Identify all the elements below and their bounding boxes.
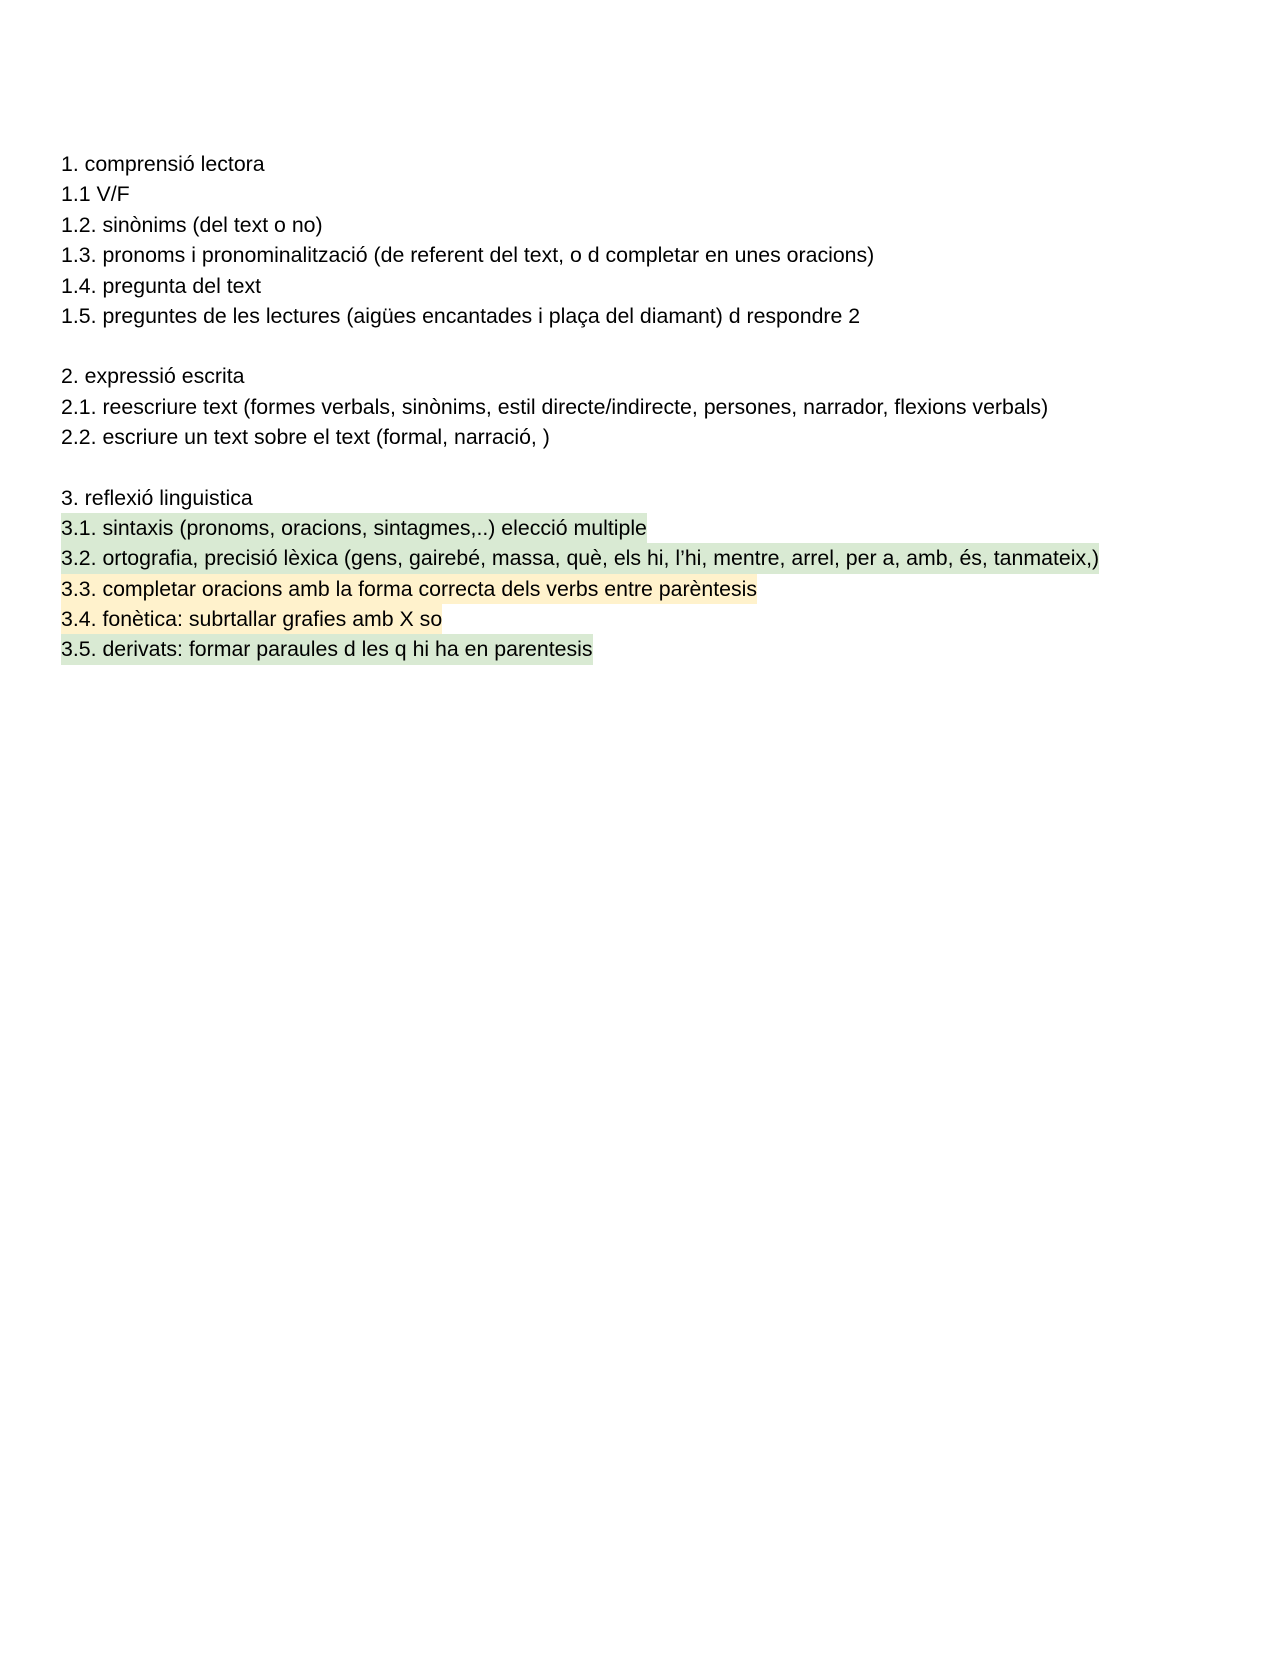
highlighted-list-item: 3.1. sintaxis (pronoms, oracions, sintagmes,..) elecció multiple [61, 513, 1261, 543]
section-expressio-escrita [61, 361, 1261, 452]
document-page [61, 149, 1261, 695]
highlighted-list-item: 3.2. ortografia, precisió lèxica (gens, gairebé, massa, què, els hi, l’hi, mentre, arrel, per a, amb, és, tanmateix,) [61, 543, 1261, 573]
section-comprensio-lectora [61, 149, 1261, 331]
highlighted-list-item: 3.4. fonètica: subrtallar grafies amb X so [61, 604, 1261, 634]
list-item: 1.1 V/F [61, 182, 130, 207]
section-heading: 3. reflexió linguistica [61, 485, 253, 510]
section-heading: 2. expressió escrita [61, 364, 245, 389]
list-item: 1.3. pronoms i pronominalització (de referent del text, o d completar en unes oracions) [61, 243, 875, 268]
section-heading: 1. comprensió lectora [61, 152, 265, 176]
list-item: 1.4. pregunta del text [61, 273, 262, 298]
list-item: 2.1. reescriure text (formes verbals, sinònims, estil directe/indirecte, persones, narrador, flexions verbals) [61, 394, 1049, 419]
highlighted-list-item: 3.3. completar oracions amb la forma correcta dels verbs entre parèntesis [61, 574, 1261, 604]
list-item: 1.2. sinònims (del text o no) [61, 212, 323, 237]
list-item: 2.2. escriure un text sobre el text (formal, narració, ) [61, 425, 550, 450]
highlighted-list-item: 3.5. derivats: formar paraules d les q hi ha en parentesis [61, 634, 1261, 664]
list-item: 1.5. preguntes de les lectures (aigües encantades i plaça del diamant) d respondre 2 [61, 303, 861, 328]
section-reflexio-linguistica [61, 483, 1261, 665]
